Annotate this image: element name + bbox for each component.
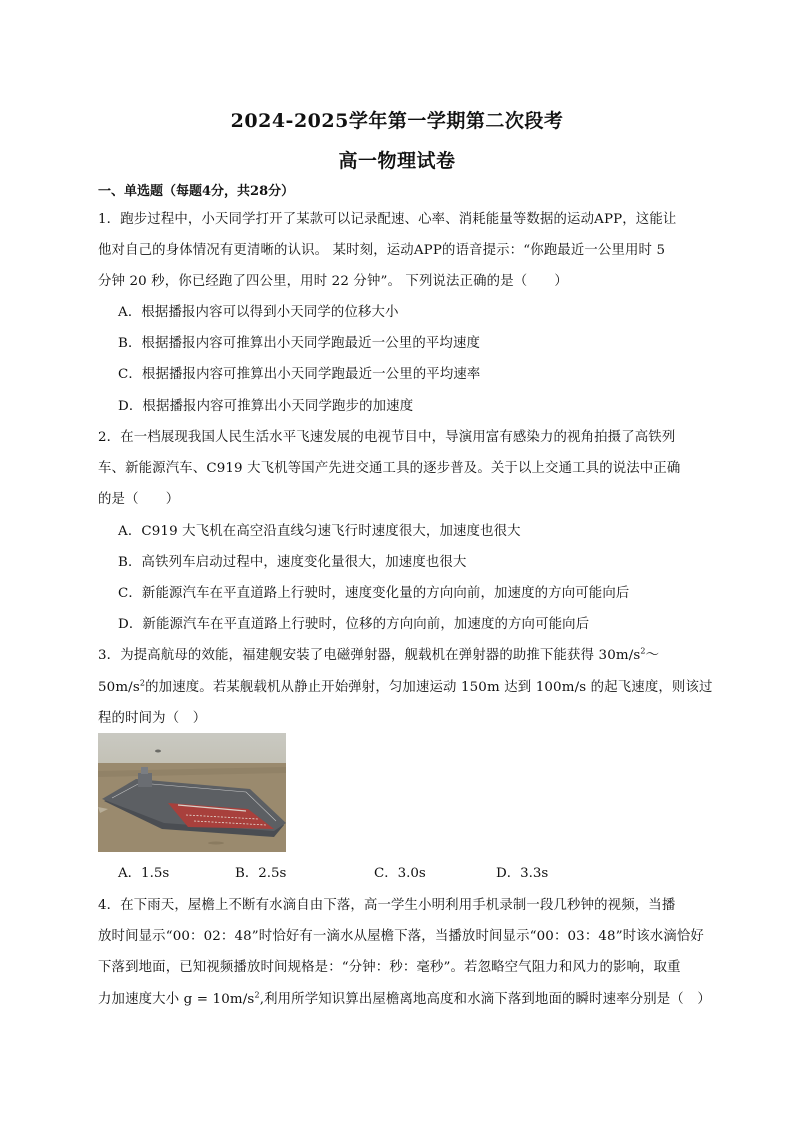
q1-line-1: 1．跑步过程中，小天同学打开了某款可以记录配速、心率、消耗能量等数据的运动APP，这能让 <box>98 212 677 227</box>
q4-line-1: 4．在下雨天，屋檐上不断有水滴自由下落，高一学生小明利用手机录制一段几秒钟的视频，当播 <box>98 898 676 913</box>
q1-option-a: A．根据播报内容可以得到小天同学的位移大小 <box>118 305 399 320</box>
q1-line-2: 他对自己的身体情况有更清晰的认识。 某时刻，运动APP的语音提示：“你跑最近一公里用时 5 <box>98 243 666 258</box>
q4-line-4: 力加速度大小 $g = 10m/s^2$,利用所学知识算出屋檐离地高度和水滴下落到地面的瞬时速率分别是（ ） <box>98 990 711 1007</box>
q3-choice-d: D．3.3s <box>496 866 549 881</box>
q1-option-b: B．根据播报内容可推算出小天同学跑最近一公里的平均速度 <box>118 336 481 351</box>
q2-option-b: B．高铁列车启动过程中，速度变化量很大，加速度也很大 <box>118 555 467 570</box>
aircraft-carrier-photo <box>98 733 286 852</box>
q2-line-3: 的是（ ） <box>98 492 180 507</box>
q3-line-2: $50m/s^2$的加速度。若某舰载机从静止开始弹射，匀加速运动 150m 达到 100m/s 的起飞速度，则该过 <box>98 678 713 695</box>
q2-option-d: D．新能源汽车在平直道路上行驶时，位移的方向向前，加速度的方向可能向后 <box>118 617 590 632</box>
q1-option-c: C．根据播报内容可推算出小天同学跑最近一公里的平均速率 <box>118 367 481 382</box>
section-heading: 一、单选题（每题4分，共28分） <box>98 184 295 199</box>
q4-line-3: 下落到地面，已知视频播放时间规格是：“分钟：秒：毫秒”。若忽略空气阻力和风力的影响，取重 <box>98 960 681 975</box>
q4-line-2: 放时间显示“00：02：48”时恰好有一滴水从屋檐下落，当播放时间显示“00：03：48”时该水滴恰好 <box>98 929 704 944</box>
q3-line-3: 程的时间为（ ） <box>98 711 207 726</box>
exam-title: 2024-2025学年第一学期第二次段考 <box>230 110 564 132</box>
q3-choice-c: C．3.0s <box>374 866 426 881</box>
exam-subtitle: 高一物理试卷 <box>338 150 456 172</box>
q3-choice-b: B．2.5s <box>235 866 287 881</box>
q2-line-2: 车、新能源汽车、C919 大飞机等国产先进交通工具的逐步普及。关于以上交通工具的说法中正确 <box>98 461 681 476</box>
q1-option-d: D．根据播报内容可推算出小天同学跑步的加速度 <box>118 399 414 414</box>
q2-line-1: 2．在一档展现我国人民生活水平飞速发展的电视节目中，导演用富有感染力的视角拍摄了高铁列 <box>98 430 676 445</box>
q3-choice-a: A．1.5s <box>118 866 170 881</box>
q2-option-a: A．C919 大飞机在高空沿直线匀速飞行时速度很大，加速度也很大 <box>118 524 521 539</box>
q3-line-1: 3．为提高航母的效能，福建舰安装了电磁弹射器，舰载机在弹射器的助推下能获得 $30m/s^2\sim$ <box>98 646 660 663</box>
q2-option-c: C．新能源汽车在平直道路上行驶时，速度变化量的方向向前，加速度的方向可能向后 <box>118 586 630 601</box>
q1-line-3: 分钟 20 秒，你已经跑了四公里，用时 22 分钟”。 下列说法正确的是（ ） <box>98 274 568 289</box>
